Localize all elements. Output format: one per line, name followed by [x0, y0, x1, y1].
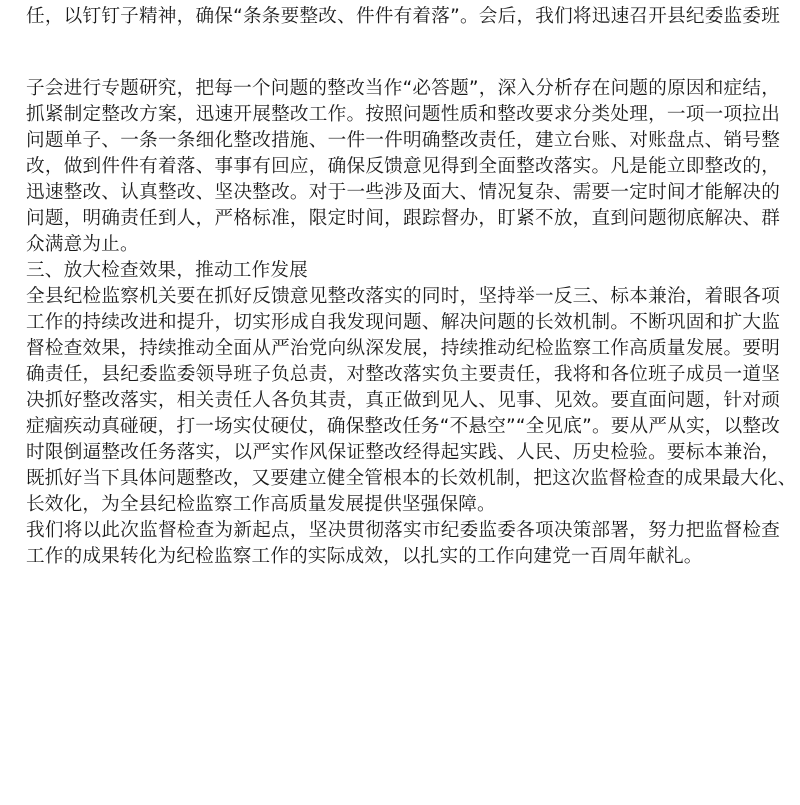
- text-line: 决抓好整改落实，相关责任人各负其责，真正做到见人、见事、见效。要直面问题，针对顽: [26, 390, 780, 411]
- text-line: 督检查效果，持续推动全面从严治党向纵深发展，持续推动纪检监察工作高质量发展。要明: [26, 338, 780, 359]
- text-line: 既抓好当下具体问题整改，又要建立健全管根本的长效机制，把这次监督检查的成果最大化、: [26, 468, 797, 489]
- section-heading: 三、放大检查效果，推动工作发展: [26, 260, 308, 281]
- text-line: 症痼疾动真碰硬，打一场实仗硬仗，确保整改任务“不悬空”“全见底”。要从严从实，以整改: [26, 416, 780, 437]
- text-line: 子会进行专题研究，把每一个问题的整改当作“必答题”，深入分析存在问题的原因和症结，: [26, 78, 780, 99]
- text-line: 众满意为止。: [26, 234, 139, 255]
- text-line: 确责任，县纪委监委领导班子负总责，对整改落实负主要责任，我将和各位班子成员一道坚: [26, 364, 780, 385]
- text-line: 改，做到件件有着落、事事有回应，确保反馈意见得到全面整改落实。凡是能立即整改的，: [26, 156, 780, 177]
- text-line: 我们将以此次监督检查为新起点，坚决贯彻落实市纪委监委各项决策部署，努力把监督检查: [26, 520, 780, 541]
- text-line: 问题，明确责任到人，严格标准，限定时间，跟踪督办，盯紧不放，直到问题彻底解决、群: [26, 208, 780, 229]
- text-line: 长效化，为全县纪检监察工作高质量发展提供坚强保障。: [26, 494, 496, 515]
- text-line: 问题单子、一条一条细化整改措施、一件一件明确整改责任，建立台账、对账盘点、销号整: [26, 130, 780, 151]
- text-line: 任，以钉钉子精神，确保“条条要整改、件件有着落”。会后，我们将迅速召开县纪委监委班: [26, 6, 780, 27]
- text-line: 迅速整改、认真整改、坚决整改。对于一些涉及面大、情况复杂、需要一定时间才能解决的: [26, 182, 780, 203]
- text-line: 工作的成果转化为纪检监察工作的实际成效，以扎实的工作向建党一百周年献礼。: [26, 546, 703, 567]
- text-line: 全县纪检监察机关要在抓好反馈意见整改落实的同时，坚持举一反三、标本兼治，着眼各项: [26, 286, 780, 307]
- text-line: 抓紧制定整改方案，迅速开展整改工作。按照问题性质和整改要求分类处理，一项一项拉出: [26, 104, 780, 125]
- text-line: 时限倒逼整改任务落实，以严实作风保证整改经得起实践、人民、历史检验。要标本兼治，: [26, 442, 780, 463]
- text-line: 工作的持续改进和提升，切实形成自我发现问题、解决问题的长效机制。不断巩固和扩大监: [26, 312, 780, 333]
